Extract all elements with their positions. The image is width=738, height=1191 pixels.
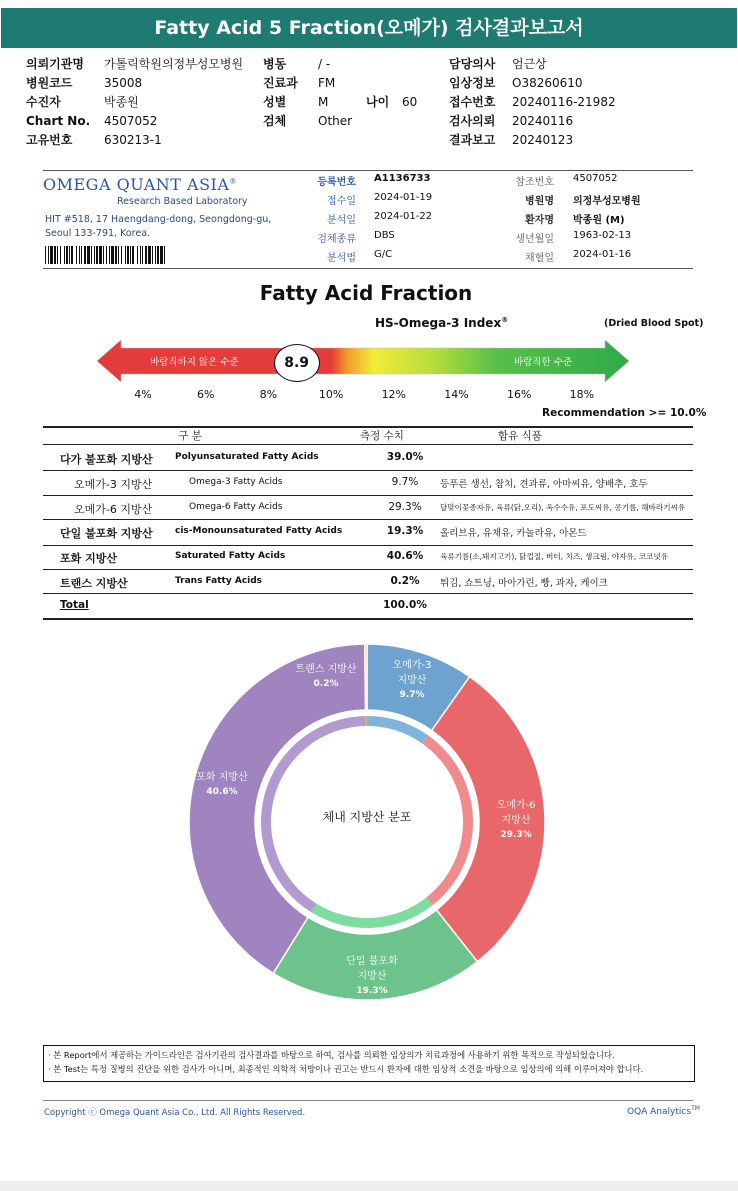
disclaimer-line2: · 본 Test는 특정 질병의 진단을 위한 검사가 아니며, 최종적인 의학적 처방이나 권고는 반드시 환자에 대한 임상적 소견을 바탕으로 임상의에 의해 이루어져야 합니다. — [48, 1064, 644, 1074]
slice-label-line1: 포화 지방산 — [196, 772, 248, 783]
slice-label-percent: 40.6% — [206, 787, 238, 797]
scale-tick: 6% — [196, 388, 215, 401]
row-value: 0.2% — [390, 575, 420, 587]
reg-value: 4507052 — [573, 173, 618, 184]
total-label: Total — [60, 599, 89, 611]
brand-tm: TM — [691, 1105, 700, 1112]
lab-address-line2: Seoul 133-791, Korea. — [45, 228, 151, 239]
fatty-acid-table — [0, 426, 738, 620]
barcode — [45, 246, 166, 264]
table-rule — [43, 593, 693, 594]
patient-info — [26, 55, 716, 150]
brand-text: OQA Analytics — [627, 1107, 692, 1117]
disclaimer-box — [43, 1045, 695, 1082]
info-label: 접수번호 — [449, 95, 496, 109]
lab-subtitle: Research Based Laboratory — [117, 196, 248, 207]
row-value: 29.3% — [388, 501, 422, 513]
row-name-en: Omega-3 Fatty Acids — [189, 477, 283, 487]
info-value: O38260610 — [512, 76, 583, 90]
table-header: 함유 식품 — [498, 430, 542, 442]
row-name-kr: 오메가-6 지방산 — [74, 503, 153, 516]
disclaimer-line1: · 본 Report에서 제공하는 가이드라인은 검사기관의 검사결과를 바탕으로 하여, 검사를 의뢰한 임상의가 치료과정에 사용하기 위한 목적으로 작성되었습니다. — [48, 1050, 615, 1060]
scale-tick: 8% — [259, 388, 278, 401]
info-label: 고유번호 — [26, 133, 73, 147]
row-name-en: Polyunsaturated Fatty Acids — [175, 452, 319, 462]
reg-label: 분석법 — [327, 253, 356, 264]
info-label: Chart No. — [26, 114, 91, 128]
scale-tick: 16% — [506, 388, 532, 401]
slice-label-line2: 지방산 — [397, 675, 427, 686]
info-value: 20240116 — [512, 114, 574, 128]
reg-label: 등록번호 — [317, 177, 356, 188]
reg-label: 병원명 — [525, 196, 554, 207]
slice-label-percent: 0.2% — [313, 679, 339, 689]
slice-label — [281, 662, 371, 692]
reg-value: 2024-01-16 — [573, 249, 632, 260]
index-value-marker: 8.9 — [274, 344, 320, 382]
slice-label-percent: 9.7% — [399, 690, 425, 700]
reg-value: DBS — [374, 230, 395, 241]
row-name-en: Omega-6 Fatty Acids — [189, 502, 283, 512]
chart-title: 체내 지방산 분포 — [322, 810, 412, 824]
info-label: 진료과 — [263, 76, 298, 90]
scale-tick: 18% — [569, 388, 595, 401]
age-label: 나이 — [366, 95, 390, 109]
info-value: 4507052 — [104, 114, 158, 128]
scale-tick: 12% — [381, 388, 407, 401]
slice-label-line1: 오메가-3 — [392, 660, 432, 671]
reg-label: 접수일 — [327, 196, 356, 207]
info-value: 가톨릭학원의정부성모병원 — [104, 57, 244, 71]
info-value: 20240123 — [512, 133, 574, 147]
slice-label-percent: 19.3% — [356, 986, 388, 996]
info-value: 박종원 — [104, 95, 139, 109]
info-value: 630213-1 — [104, 133, 162, 147]
table-rule — [43, 495, 693, 496]
row-name-en: cis-Monounsaturated Fatty Acids — [175, 526, 343, 536]
slice-label-line1: 오메가-6 — [496, 800, 536, 811]
reg-label: 채혈일 — [525, 253, 554, 264]
divider — [43, 170, 693, 171]
lab-address-line1: HIT #518, 17 Haengdang-dong, Seongdong-gu, — [45, 214, 272, 225]
reg-value: A1136733 — [374, 173, 431, 184]
row-foods: 육류기름(소,돼지고기), 닭껍질, 버터, 치즈, 생크림, 야자유, 코코넛유 — [440, 552, 669, 561]
table-rule — [43, 470, 693, 471]
slice-label — [327, 954, 417, 999]
fraction-heading: Fatty Acid Fraction — [259, 281, 473, 305]
slice-label-line1: 단일 불포화 — [346, 956, 398, 967]
divider — [43, 1100, 693, 1101]
slice-label — [471, 798, 561, 843]
info-label: 병동 — [263, 57, 287, 71]
reg-label: 참조번호 — [515, 177, 554, 188]
reg-value: 의정부성모병원 — [573, 196, 641, 207]
sample-note: (Dried Blood Spot) — [604, 318, 704, 329]
index-label — [375, 316, 508, 330]
row-foods: 올리브유, 유채유, 카놀라유, 아몬드 — [440, 528, 587, 539]
info-value: M — [318, 95, 329, 109]
reg-label: 환자명 — [525, 215, 554, 226]
reg-label: 검체종류 — [317, 234, 356, 245]
lab-reg-mark: ® — [229, 177, 237, 186]
table-rule — [43, 519, 693, 520]
recommendation: Recommendation >= 10.0% — [542, 407, 707, 419]
age-value: 60 — [402, 95, 418, 109]
reg-value: 박종원 (M) — [573, 215, 625, 226]
good-level-label: 바람직한 수준 — [514, 357, 573, 368]
row-name-kr: 트랜스 지방산 — [60, 577, 128, 590]
reg-value: G/C — [374, 249, 393, 260]
row-foods: 튀김, 쇼트닝, 마아가린, 빵, 과자, 케이크 — [440, 578, 608, 589]
info-label: 담당의사 — [449, 57, 496, 71]
row-foods: 달맞이꽃종자유, 육류(닭,오리), 옥수수유, 포도씨유, 콩기름, 해바라기씨유 — [440, 503, 686, 512]
report-title: Fatty Acid 5 Fraction(오메가) 검사결과보고서 — [1, 8, 737, 48]
row-name-kr: 오메가-3 지방산 — [74, 478, 153, 491]
row-value: 19.3% — [386, 525, 424, 537]
scale-tick: 4% — [134, 388, 152, 401]
divider — [43, 268, 693, 269]
row-name-en: Saturated Fatty Acids — [175, 551, 286, 561]
reg-value: 1963-02-13 — [573, 230, 632, 241]
bad-level-label: 바람직하지 않은 수준 — [150, 357, 239, 368]
row-value: 9.7% — [391, 476, 419, 488]
row-name-en: Trans Fatty Acids — [175, 576, 263, 586]
slice-label — [177, 770, 267, 800]
bottom-band — [0, 1181, 738, 1191]
reg-value: 2024-01-19 — [374, 192, 433, 203]
row-name-kr: 다가 불포화 지방산 — [60, 453, 153, 466]
info-label: 검체 — [263, 114, 287, 128]
lab-logo — [43, 175, 237, 194]
table-rule — [43, 569, 693, 570]
info-label: 임상정보 — [449, 76, 496, 90]
slice-label-percent: 29.3% — [500, 830, 532, 840]
index-label-text: HS-Omega-3 Index — [375, 316, 502, 330]
row-value: 40.6% — [386, 550, 424, 562]
info-value: 엄근상 — [512, 57, 547, 71]
reg-value: 2024-01-22 — [374, 211, 433, 222]
slice-label-line1: 트랜스 지방산 — [295, 664, 357, 675]
row-name-kr: 단일 불포화 지방산 — [60, 527, 153, 540]
slice-label — [367, 658, 457, 703]
slice-label-line2: 지방산 — [357, 971, 387, 982]
table-rule — [43, 545, 693, 546]
info-label: 결과보고 — [449, 133, 496, 147]
table-rule — [43, 444, 693, 445]
donut-slice-inner — [366, 716, 367, 726]
info-value: Other — [318, 114, 353, 128]
scale-ticks — [0, 388, 738, 404]
copyright: Copyright ⓒ Omega Quant Asia Co., Ltd. All Rights Reserved. — [44, 1108, 306, 1118]
reg-label: 생년월일 — [515, 234, 554, 245]
reg-label: 분석일 — [327, 215, 356, 226]
scale-tick: 10% — [318, 388, 344, 401]
info-value: 35008 — [104, 76, 143, 90]
table-header: 측정 수치 — [360, 430, 404, 442]
index-reg-mark: ® — [501, 316, 509, 324]
row-foods: 등푸른 생선, 참치, 견과류, 아마씨유, 양배추, 호두 — [440, 479, 648, 490]
total-value: 100.0% — [383, 599, 427, 611]
info-value: 20240116-21982 — [512, 95, 616, 109]
info-label: 병원코드 — [26, 76, 73, 90]
slice-label-line2: 지방산 — [501, 815, 531, 826]
registration-info — [300, 173, 700, 268]
lab-name: OMEGA QUANT ASIA — [43, 175, 230, 194]
info-value: FM — [318, 76, 336, 90]
info-value: / - — [318, 57, 331, 71]
brand-name — [627, 1105, 700, 1117]
info-label: 성별 — [263, 95, 287, 109]
info-label: 의뢰기관명 — [26, 57, 84, 71]
info-label: 수진자 — [26, 95, 61, 109]
row-name-kr: 포화 지방산 — [60, 552, 117, 565]
table-rule — [43, 618, 693, 620]
row-value: 39.0% — [386, 451, 424, 463]
table-header: 구 분 — [178, 430, 202, 442]
scale-tick: 14% — [444, 388, 469, 401]
info-label: 검사의뢰 — [449, 114, 496, 128]
